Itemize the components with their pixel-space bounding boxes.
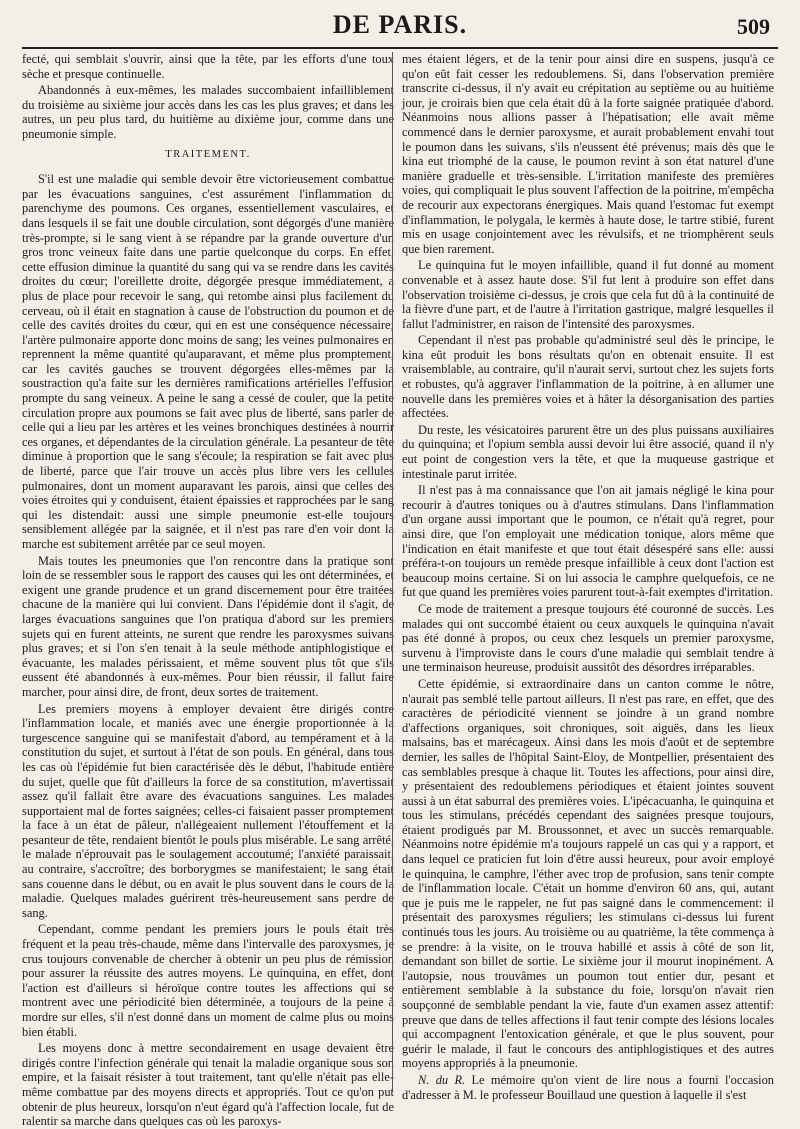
paragraph: Cependant il n'est pas probable qu'administré seul dès le principe, le kina eût produit les bons résultats qu'on en obtenait ensuite. Il est vraisemblable, au contraire, qu'il n'aurait servi, surtout chez les sujets forts et robustes, qu'à aggraver l'inflammation de la poitrine, à en allumer une nouvelle dans les premières voies et à hâter la désorganisation des parties affectées. [402, 333, 774, 421]
paragraph: Cependant, comme pendant les premiers jours le pouls était très fréquent et la peau très-chaude, même dans l'intervalle des paroxysmes, je crus toujours convenable de chercher à obtenir un peu plus de rémission pour assurer la réussite des autres moyens. Le quinquina, en effet, dont l'action est d'ailleurs si héroïque contre toutes les affections qui se montrent avec une périodicité bien déterminée, a toujours de la peine à mordre sur elles, s'il n'est donné dans un moment de calme plus ou moins bien établi. [22, 922, 394, 1039]
paragraph: mes étaient légers, et de la tenir pour ainsi dire en suspens, jusqu'à ce qu'on eût fait cesser les redoublemens. Si, dans l'observation première transcrite ci-dessus, il n'y avait eu crépitation au septième ou au huitième jour, je croirais bien que cela était dû à la forte saignée pratiquée d'abord. Néanmoins nous allions passer à l'hépatisation; elle avait même commencé dans le dernier paroxysme, et aurait probablement envahi tout le poumon dans les suivans, s'ils n'eussent été prévenus; mais dès que le kina eut triomphé de la cause, le poumon revint à son état naturel d'une manière graduelle et très-sensible. L'irritation manifeste des premières voies, qui compliquait le plus souvent l'affection de la poitrine, m'empêcha de recourir aux expectorans énergiques. Mais quand l'estomac fut exempt d'inflammation, le polygala, le kermès à haute dose, le tartre stibié, furent mis en usage conjointement avec les révulsifs, et ne triomphèrent seuls que bien rarement. [402, 52, 774, 256]
paragraph: fecté, qui semblait s'ouvrir, ainsi que la tête, par les efforts d'une toux sèche et presque continuelle. [22, 52, 394, 81]
paragraph: Abandonnés à eux-mêmes, les malades succombaient infailliblement du troisième au sixième jour accès dans les cas les plus graves; et dans les autres, un peu plus tard, du huitième au dixième jour, comme dans une pneumonie simple. [22, 83, 394, 141]
page-number: 509 [737, 14, 770, 39]
paragraph: Les premiers moyens à employer devaient être dirigés contre l'inflammation locale, et maniés avec une énergie proportionnée à la turgescence sanguine qui se manifestait d'abord, au tempérament et à la constitution du sujet, et surtout à l'état de son pouls. En général, dans tous les cas où l'épidémie fut bien caractérisée dès le début, l'habitude entière du sujet, quelle que fût d'ailleurs la force de sa constitution, m'avertissait assez qu'il fallait être avare des évacuations sanguines. Les malades supportaient mal de fortes saignées; celles-ci faisaient passer promptement la face à un état de pâleur, n'allégeaient nullement l'étouffement et la pesanteur de tête, rendaient bientôt le pouls plus misérable. Le sang arrêté, le malade n'éprouvait pas le soulagement accoutumé; l'anxiété paraissait, au contraire, s'accroître; des borborygmes se manifestaient; le sang était sans couenne dans le début, ou en avait le plus souvent dans le cours de la maladie. Quelques malades guérirent très-heureusement sans perdre de sang. [22, 701, 394, 920]
page-header [0, 0, 800, 50]
paragraph: Les moyens donc à mettre secondairement en usage devaient être dirigés contre l'infection générale qui tenait la maladie organique sous son empire, et la faisait résister à tout traitement, tant qu'elle n'était pas elle-même combattue par des moyens directs et appropriés. Tout ce qu'on put obtenir de plus heureux, lorsqu'on n'eut égard qu'à l'affection locale, fut de ralentir sa marche dans quelques cas où les paroxys- [22, 1041, 394, 1129]
paragraph: Mais toutes les pneumonies que l'on rencontre dans la pratique sont loin de se ressembler sous le rapport des causes qui les ont déterminées, et exigent une grande prudence et un grand discernement pour être traitées chacune de la manière qui lui convient. Dans l'épidémie dont il s'agit, de larges évacuations sanguines que l'on pratiqua d'abord sur les premiers sujets qui en furent atteints, ne surent que rendre les paroxysmes suivans plus graves; et si l'on s'en tenait à la seule méthode antiphlogistique et évacuante, les malades périssaient, et même souvent plus tôt que s'ils eussent été abandonnés à eux-mêmes. Pour bien réussir, il fallut faire marcher, pour ainsi dire, de front, deux sortes de traitement. [22, 553, 394, 699]
editor-note-signature: N. du R. [418, 1072, 466, 1087]
paragraph: Cette épidémie, si extraordinaire dans un canton comme le nôtre, n'aurait pas semblé telle partout ailleurs. Il n'est pas rare, en effet, que des caractères de périodicité viennent se joindre à un grand nombre d'affections organiques, soit chroniques, soit aiguës, dans les lieux malsains, bas et marécageux. Ainsi dans les mois d'août et de septembre dernier, les salles de l'hôpital Saint-Eloy, de Montpellier, présentaient des cas semblables presque à chaque lit. Toutes les affections, pour ainsi dire, y présentaient des redoublemens périodiques et étaient jointes souvent aussi à un état saburral des premières voies. L'ipécacuanha, le quinquina et tous les stimulans, précédés cependant des saignées presque toujours, étaient prodigués par M. Broussonnet, et avec un succès remarquable. Néanmoins notre épidémie m'a toujours rappelé un cas qui y a rapport, et dans lequel ce praticien fut loin d'être aussi heureux, pour avoir employé le quinquina, le camphre, l'éther avec trop de profusion, sans tenir compte de l'inflammation locale. C'était un homme d'environ 60 ans, qui, autant que je puis me le rappeler, ne fut pas saigné dans le commencement: il présentait des paroxysmes réguliers; les stimulans ci-dessus lui furent continués tous les jours. Au troisième ou au quatrième, la tête commença à se prendre: à la visite, on le trouva habillé et assis à côté de son lit, demandant son billet de sortie. Le sixième jour il mourut inopinément. A l'autopsie, nous trouvâmes un poumon tout entier dur, pesant et entièrement semblable à la substance du foie, lorsqu'on n'avait rien soupçonné de semblable pendant la vie, faute d'un examen assez attentif: preuve que dans de telles affections il faut tenir compte des lésions locales qui accompagnent l'entoxication générale, et que le plus souvent, pour guérir le malade, il faut le concours des antiphlogistiques et des autres moyens appropriés à la pneumonie. [402, 676, 774, 1071]
right-column [402, 52, 774, 1100]
paragraph: Du reste, les vésicatoires parurent être un des plus puissans auxiliaires du quinquina; et l'opium sembla aussi devoir lui être associé, quand il n'y eut point de congestion vers la tête, et que la muqueuse gastrique et intestinale parut irritée. [402, 422, 774, 481]
header-rule [22, 47, 778, 49]
section-heading: TRAITEMENT. [165, 148, 251, 160]
editor-note [402, 1073, 774, 1102]
page-title: DE PARIS. [332, 10, 468, 39]
editor-note-text: Le mémoire qu'on vient de lire nous a fourni l'occasion d'adresser à M. le professeur Bouillaud une question à laquelle il s'est [402, 1072, 774, 1102]
paragraph: Il n'est pas à ma connaissance que l'on ait jamais négligé le kina pour recourir à d'autres toniques ou à d'autres stimulans. Dans l'inflammation d'un organe aussi important que le poumon, ce n'était qu'à regret, pour ainsi dire, que l'on employait une médication tonique, alors même que l'indication en était manifeste et que tout était désespéré sans elle: aussi préféra-t-on toujours un remède presque infaillible à ceux dont l'action est beaucoup moins certaine. Si on lui associa le camphre quelquefois, ce ne fut que quand les premières voies parurent tout-à-fait exemptes d'irritation. [402, 483, 774, 600]
column-divider [392, 52, 394, 1092]
paragraph: Ce mode de traitement a presque toujours été couronné de succès. Les malades qui ont succombé étaient ou ceux auxquels le quinquina n'avait pas été donné à propos, ou ceux chez lesquels un premier paroxysme, survenu à l'improviste dans le cours d'une maladie qui semblait tendre à une terminaison heureuse, produisit aussitôt des désordres irréparables. [402, 601, 774, 675]
left-column [22, 52, 394, 1129]
paragraph: Le quinquina fut le moyen infaillible, quand il fut donné au moment convenable et à assez haute dose. S'il fut lent à produire son effet dans l'observation troisième ci-dessus, je crois que cela fut dû à la continuité de la fièvre d'une part, et de l'autre à l'irritation gastrique, malgré lesquelles il fallut l'administrer, en raison de l'intensité des paroxysmes. [402, 258, 774, 331]
paragraph: S'il est une maladie qui semble devoir être victorieusement combattue par les évacuations sanguines, c'est assurément l'inflammation du parenchyme des poumons. Ces organes, essentiellement vasculaires, et dans lesquels il se fait une double circulation, sont dégorgés d'une manière très-prompte, si le sang vient à se répandre par la grande ouverture d'un gros tronc veineux faite dans une partie quelconque du corps. En effet, cette effusion diminue la quantité du sang qui va se rendre dans les cavités droites du cœur; l'oreillette droite, dégorgée presque immédiatement, a plus de place pour recevoir le sang, qui retombe ainsi plus facilement du cerveau, où il était en stagnation à cause de l'obstruction du poumon et de celle des cavités droites du cœur, qui en est une conséquence nécessaire; l'artère pulmonaire apporte donc moins de sang; les veines pulmonaires en reprennent la même quantité qu'auparavant, et même plus promptement, car les cavités gauches se trouvent dégorgées elles-mêmes par la soustraction qu'a faite sur les dernières ramifications artérielles l'effusion prompte du sang veineux. A peine le sang a cessé de couler, que la petite circulation propre aux poumons se fait avec plus de liberté, sans parler de celle qui a lieu par les artères et les veines bronchiques destinées à nourrir ces organes, et dépendantes de la circulation générale. La pesanteur de tête diminue à proportion que le sang s'écoule; la respiration se fait avec plus de liberté, parce que l'air trouve un accès plus libre vers les cellules pulmonaires, dont un moment auparavant les parois, ainsi que celles des voies étroites qui y conduisent, étaient épaissies et rapprochées par le sang qui les distendait: aussi une simple pneumonie est-elle toujours sensiblement allégée par la saignée, et il n'est pas rare d'en voir dont la marche est subitement arrêtée par ce seul moyen. [22, 172, 394, 551]
